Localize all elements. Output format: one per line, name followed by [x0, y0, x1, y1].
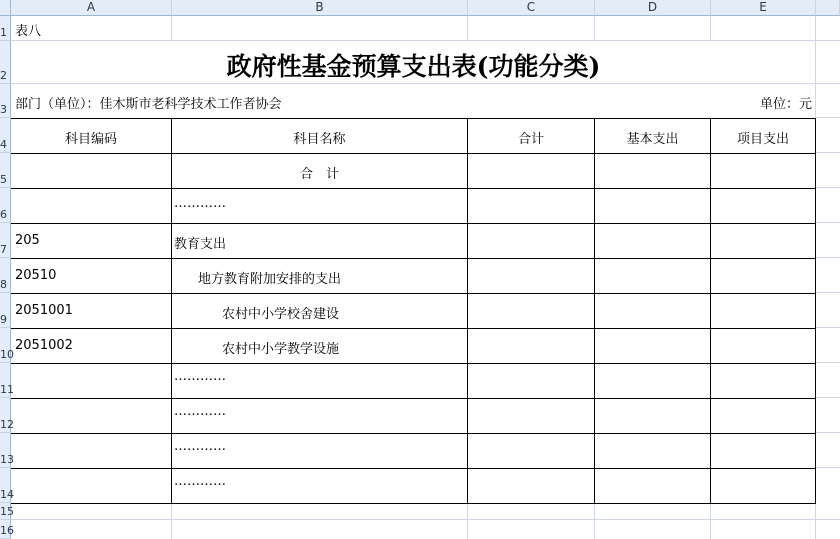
row-header[interactable]: 10 [0, 328, 11, 363]
unit-label[interactable]: 单位：元 [759, 97, 812, 112]
table-row-name[interactable]: 农村中小学教学设施 [222, 342, 340, 357]
row-header[interactable]: 11 [0, 363, 11, 398]
table-row-name[interactable]: ………… [174, 439, 226, 454]
total-row-label[interactable]: 合 计 [299, 167, 339, 182]
row-header[interactable]: 16 [0, 520, 11, 539]
column-header-f[interactable] [816, 0, 840, 16]
select-all-corner[interactable] [0, 0, 11, 16]
table-row-name[interactable]: 农村中小学校舍建设 [222, 307, 340, 322]
table-row-name[interactable]: 教育支出 [174, 237, 227, 252]
row-header[interactable]: 9 [0, 293, 11, 328]
column-header-d[interactable]: D [595, 0, 711, 16]
row-header[interactable]: 5 [0, 153, 11, 188]
row-header[interactable]: 6 [0, 188, 11, 223]
column-header-b[interactable]: B [172, 0, 468, 16]
row-header[interactable]: 15 [0, 505, 14, 518]
table-row-name[interactable]: ………… [174, 404, 226, 419]
row-header[interactable]: 14 [0, 468, 11, 503]
row-header[interactable]: 7 [0, 223, 11, 258]
row-header[interactable]: 8 [0, 258, 11, 293]
row-header[interactable]: 4 [0, 118, 11, 153]
sheet-label[interactable]: 表八 [15, 24, 42, 39]
table-row-code[interactable]: 2051002 [15, 338, 73, 353]
column-header-c[interactable]: C [468, 0, 595, 16]
header-code[interactable]: 科目编码 [64, 132, 117, 147]
row-header[interactable]: 1 [0, 16, 11, 41]
header-project[interactable]: 项目支出 [736, 132, 789, 147]
table-row-name[interactable]: ………… [174, 369, 226, 384]
header-name[interactable]: 科目名称 [293, 132, 346, 147]
table-row-code[interactable]: 20510 [15, 268, 57, 283]
row-header[interactable]: 2 [0, 41, 11, 84]
column-header-e[interactable]: E [711, 0, 816, 16]
table-row-code[interactable]: 2051001 [15, 303, 73, 318]
row-header[interactable]: 13 [0, 433, 11, 468]
table-row-code[interactable]: 205 [15, 233, 40, 248]
header-total[interactable]: 合计 [517, 132, 544, 147]
row-header[interactable]: 3 [0, 84, 11, 118]
department-label[interactable]: 部门（单位）：佳木斯市老科学技术工作者协会 [15, 97, 282, 112]
page-title[interactable]: 政府性基金预算支出表(功能分类) [226, 52, 601, 81]
table-row-name[interactable]: 地方教育附加安排的支出 [198, 272, 342, 287]
table-row-name[interactable]: ………… [174, 474, 226, 489]
row-header[interactable]: 12 [0, 398, 11, 433]
table-row-name[interactable]: ………… [174, 196, 226, 211]
column-header-a[interactable]: A [11, 0, 172, 16]
header-basic[interactable]: 基本支出 [626, 132, 679, 147]
